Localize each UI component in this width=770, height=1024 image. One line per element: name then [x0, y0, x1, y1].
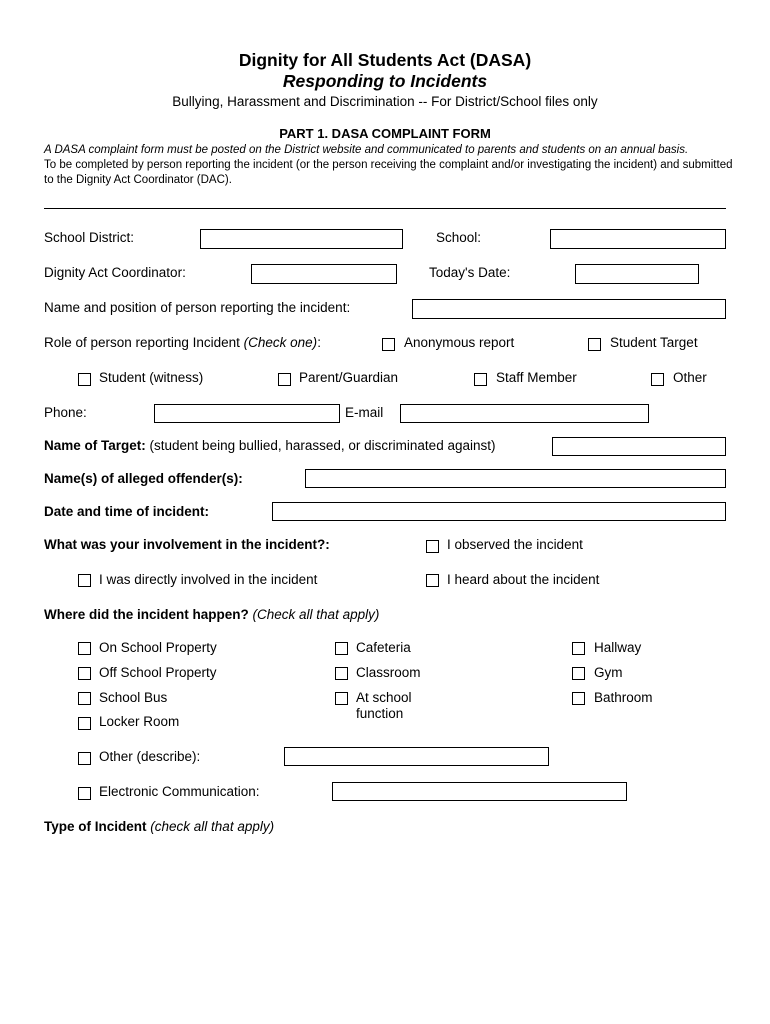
role-label-text: Role of person reporting Incident — [44, 335, 240, 350]
todays-date-field[interactable] — [575, 264, 699, 284]
directly-involved-label: I was directly involved in the incident — [99, 572, 318, 587]
school-label: School: — [436, 230, 482, 245]
parent-guardian-checkbox[interactable] — [278, 373, 291, 386]
target-field[interactable] — [552, 437, 726, 456]
student-witness-checkbox[interactable] — [78, 373, 91, 386]
part-heading: PART 1. DASA COMPLAINT FORM — [279, 126, 491, 141]
intro-italic-note: A DASA complaint form must be posted on the District website and communicated to parents and students on an annual basis. — [44, 144, 689, 156]
cafeteria-label: Cafeteria — [356, 640, 411, 655]
incident-datetime-field[interactable] — [272, 502, 726, 521]
other-location-label: Other (describe): — [99, 749, 201, 764]
electronic-communication-field[interactable] — [332, 782, 627, 801]
form-tagline: Bullying, Harassment and Discrimination -- For District/School files only — [172, 94, 598, 109]
observed-checkbox[interactable] — [426, 540, 439, 553]
form-subtitle: Responding to Incidents — [282, 71, 488, 91]
school-function-label-line1: At school — [356, 690, 412, 705]
incident-datetime-label: Date and time of incident: — [44, 504, 210, 519]
form-title: Dignity for All Students Act (DASA) — [238, 50, 532, 70]
phone-label: Phone: — [44, 405, 87, 420]
role-label — [44, 335, 321, 351]
target-hint: (student being bullied, harassed, or discriminated against) — [149, 438, 496, 453]
cafeteria-checkbox[interactable] — [335, 642, 348, 655]
classroom-label: Classroom — [356, 665, 421, 680]
role-colon: : — [317, 335, 321, 350]
on-school-property-checkbox[interactable] — [78, 642, 91, 655]
parent-guardian-label: Parent/Guardian — [299, 370, 399, 385]
reporter-label: Name and position of person reporting the incident: — [44, 300, 351, 315]
bathroom-checkbox[interactable] — [572, 692, 585, 705]
gym-checkbox[interactable] — [572, 667, 585, 680]
school-bus-checkbox[interactable] — [78, 692, 91, 705]
incident-type-label — [44, 819, 274, 835]
target-label — [44, 438, 495, 454]
location-label — [44, 607, 379, 623]
involvement-label: What was your involvement in the incident?: — [44, 537, 330, 552]
bathroom-label: Bathroom — [594, 690, 653, 705]
hallway-label: Hallway — [594, 640, 642, 655]
staff-member-checkbox[interactable] — [474, 373, 487, 386]
school-field[interactable] — [550, 229, 726, 249]
electronic-communication-label: Electronic Communication: — [99, 784, 260, 799]
school-district-label: School District: — [44, 230, 135, 245]
staff-member-label: Staff Member — [496, 370, 577, 385]
section-divider — [44, 208, 726, 209]
school-function-checkbox[interactable] — [335, 692, 348, 705]
anonymous-label: Anonymous report — [404, 335, 515, 350]
email-label: E-mail — [345, 405, 384, 420]
other-location-field[interactable] — [284, 747, 549, 766]
incident-type-hint: (check all that apply) — [150, 819, 275, 834]
email-field[interactable] — [400, 404, 649, 423]
student-target-label: Student Target — [610, 335, 698, 350]
classroom-checkbox[interactable] — [335, 667, 348, 680]
incident-type-label-text: Type of Incident — [44, 819, 147, 834]
phone-field[interactable] — [154, 404, 340, 423]
other-role-checkbox[interactable] — [651, 373, 664, 386]
locker-room-label: Locker Room — [99, 714, 180, 729]
school-district-field[interactable] — [200, 229, 403, 249]
target-label-text: Name of Target: — [44, 438, 146, 453]
student-target-checkbox[interactable] — [588, 338, 601, 351]
directly-involved-checkbox[interactable] — [78, 574, 91, 587]
school-bus-label: School Bus — [99, 690, 168, 705]
observed-label: I observed the incident — [447, 537, 583, 552]
coordinator-field[interactable] — [251, 264, 397, 284]
intro-paragraph — [44, 143, 734, 188]
off-school-property-label: Off School Property — [99, 665, 217, 680]
offender-label: Name(s) of alleged offender(s): — [44, 471, 243, 486]
student-witness-label: Student (witness) — [99, 370, 204, 385]
reporter-field[interactable] — [412, 299, 726, 319]
electronic-communication-checkbox[interactable] — [78, 787, 91, 800]
other-role-label: Other — [673, 370, 707, 385]
coordinator-label: Dignity Act Coordinator: — [44, 265, 186, 280]
gym-label: Gym — [594, 665, 623, 680]
school-function-label-line2: function — [356, 706, 404, 721]
off-school-property-checkbox[interactable] — [78, 667, 91, 680]
heard-about-checkbox[interactable] — [426, 574, 439, 587]
on-school-property-label: On School Property — [99, 640, 217, 655]
todays-date-label: Today's Date: — [429, 265, 511, 280]
heard-about-label: I heard about the incident — [447, 572, 600, 587]
other-location-checkbox[interactable] — [78, 752, 91, 765]
role-hint: (Check one) — [243, 335, 318, 350]
locker-room-checkbox[interactable] — [78, 717, 91, 730]
location-label-text: Where did the incident happen? — [44, 607, 249, 622]
anonymous-checkbox[interactable] — [382, 338, 395, 351]
offender-field[interactable] — [305, 469, 726, 488]
hallway-checkbox[interactable] — [572, 642, 585, 655]
intro-instructions: To be completed by person reporting the incident (or the person receiving the complaint and/or investigating the incident) and submitted to the Dignity Act Coordinator (DAC). — [44, 159, 733, 186]
location-hint: (Check all that apply) — [252, 607, 380, 622]
